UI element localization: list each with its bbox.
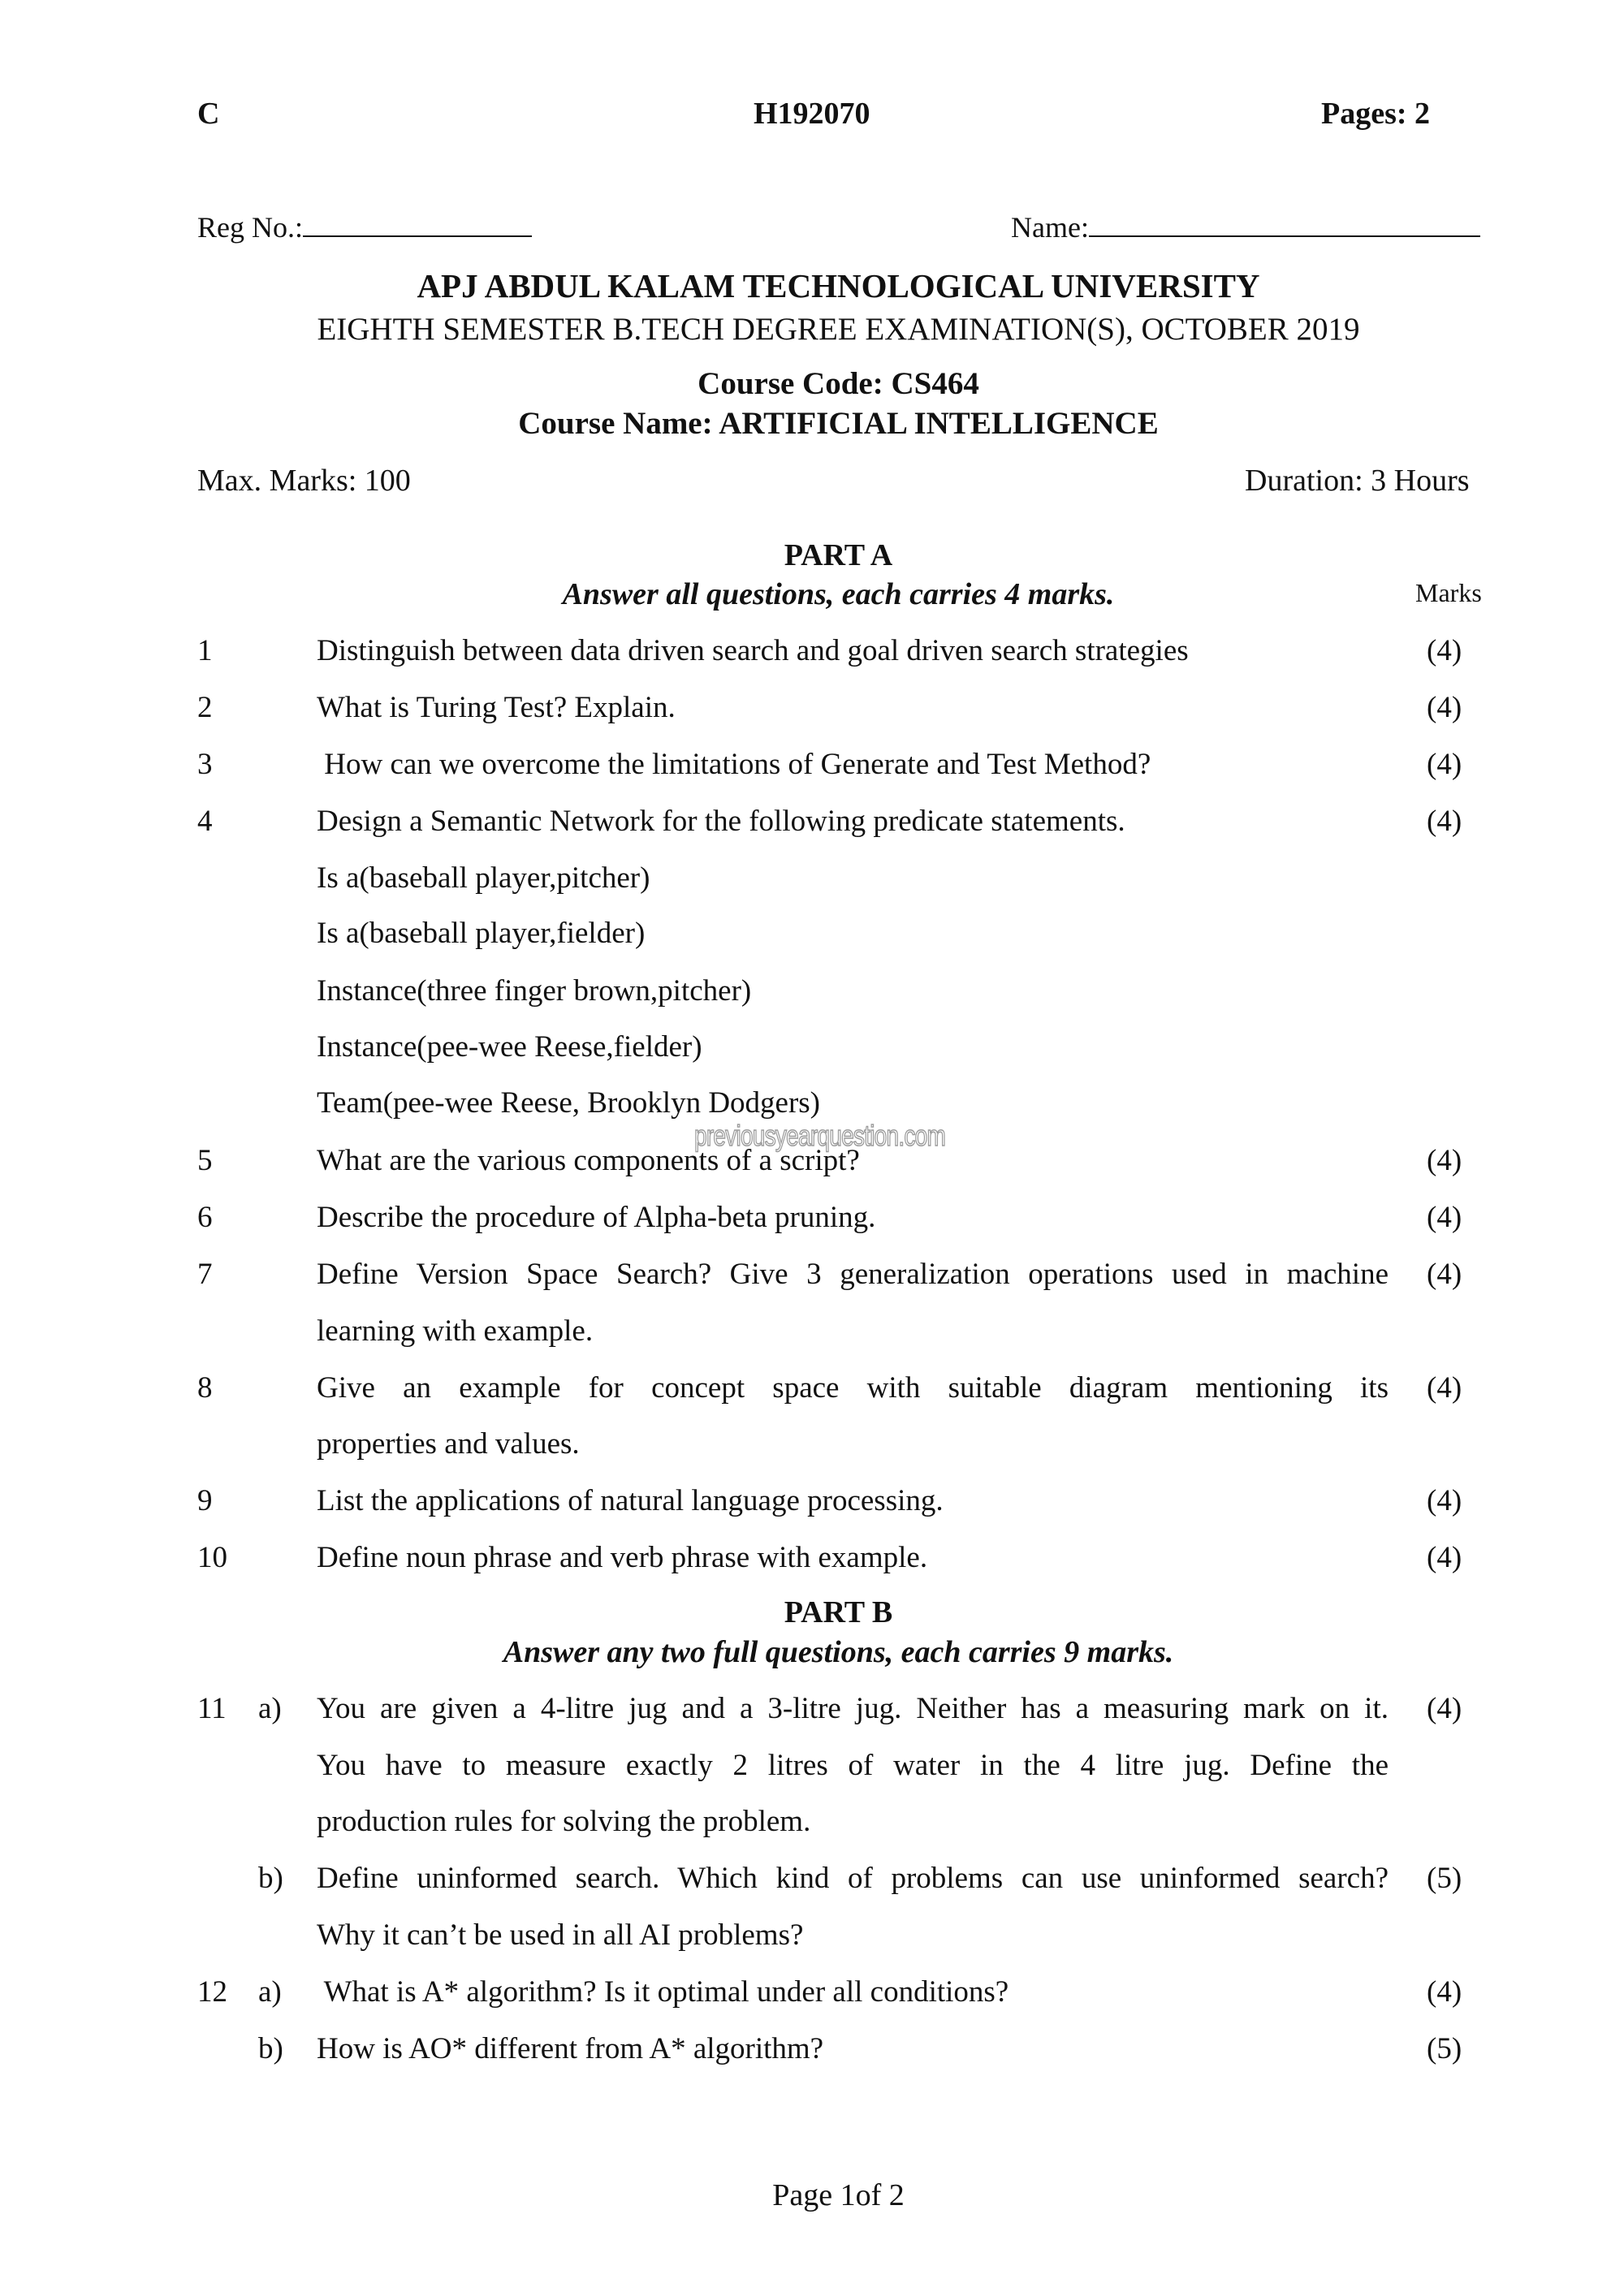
question-marks: (4) — [1427, 691, 1462, 724]
question-text: Design a Semantic Network for the following predicate statements. — [317, 805, 1125, 838]
question-number: 7 — [197, 1258, 213, 1291]
question-text: You are given a 4-litre jug and a 3-litre jug. Neither has a measuring mark on it. — [317, 1692, 1389, 1725]
question-number: 1 — [197, 634, 213, 667]
question-text: Define Version Space Search? Give 3 generalization operations used in machine — [317, 1258, 1389, 1291]
question-text-continued: You have to measure exactly 2 litres of water in the 4 litre jug. Define the — [317, 1749, 1389, 1782]
page-count: Pages: 2 — [1321, 97, 1431, 131]
predicate-line: Instance(three finger brown,pitcher) — [317, 974, 752, 1008]
question-marks: (4) — [1427, 1201, 1462, 1234]
name-blank — [1089, 209, 1480, 237]
university-title: APJ ABDUL KALAM TECHNOLOGICAL UNIVERSITY — [417, 267, 1260, 304]
question-text-continued: Why it can’t be used in all AI problems? — [317, 1918, 804, 1952]
predicate-line: Team(pee-wee Reese, Brooklyn Dodgers) — [317, 1086, 821, 1120]
question-number: 9 — [197, 1484, 213, 1517]
question-number: 6 — [197, 1201, 213, 1234]
max-marks: Max. Marks: 100 — [197, 464, 411, 498]
paper-series: C — [197, 97, 220, 131]
part-b-heading: PART B — [784, 1595, 893, 1629]
question-marks: (4) — [1427, 1484, 1462, 1517]
question-text: What is A* algorithm? Is it optimal under all conditions? — [317, 1975, 1009, 2009]
question-text: List the applications of natural language processing. — [317, 1484, 944, 1517]
question-text-continued: properties and values. — [317, 1427, 580, 1461]
predicate-line: Instance(pee-wee Reese,fielder) — [317, 1030, 702, 1064]
question-marks: (4) — [1427, 748, 1462, 781]
paper-code: H192070 — [754, 97, 870, 131]
question-number: 11 — [197, 1692, 227, 1725]
question-text: Define noun phrase and verb phrase with example. — [317, 1541, 928, 1574]
question-marks: (4) — [1427, 1371, 1462, 1405]
question-marks: (4) — [1427, 805, 1462, 838]
question-text: How can we overcome the limitations of Generate and Test Method? — [317, 748, 1151, 781]
question-text: What is Turing Test? Explain. — [317, 691, 676, 724]
course-name: Course Name: ARTIFICIAL INTELLIGENCE — [518, 406, 1159, 441]
question-number: 5 — [197, 1144, 213, 1177]
part-b-instruction: Answer any two full questions, each carries 9 marks. — [503, 1635, 1174, 1669]
duration: Duration: 3 Hours — [1245, 464, 1470, 498]
question-marks: (4) — [1427, 1692, 1462, 1725]
question-number: 12 — [197, 1975, 227, 2009]
question-number: 4 — [197, 805, 213, 838]
question-text-continued: learning with example. — [317, 1314, 594, 1348]
question-marks: (5) — [1427, 1862, 1462, 1895]
question-text-continued: production rules for solving the problem. — [317, 1805, 811, 1838]
question-marks: (4) — [1427, 1975, 1462, 2009]
question-text: Give an example for concept space with suitable diagram mentioning its — [317, 1371, 1389, 1405]
sub-question-label: a) — [258, 1692, 282, 1725]
exam-title: EIGHTH SEMESTER B.TECH DEGREE EXAMINATION(S), OCTOBER 2019 — [317, 312, 1360, 347]
reg-no-field — [197, 209, 532, 244]
question-marks: (4) — [1427, 1541, 1462, 1574]
sub-question-label: b) — [258, 1862, 283, 1895]
question-text: How is AO* different from A* algorithm? — [317, 2032, 824, 2065]
watermark-logo: previousyearquestion.com — [694, 1119, 946, 1152]
question-number: 3 — [197, 748, 213, 781]
part-a-instruction: Answer all questions, each carries 4 marks. — [562, 577, 1115, 611]
marks-column-label: Marks — [1415, 578, 1482, 607]
question-number: 2 — [197, 691, 213, 724]
question-text: Define uninformed search. Which kind of problems can use uninformed search? — [317, 1862, 1389, 1895]
sub-question-label: b) — [258, 2032, 283, 2065]
name-field — [1011, 209, 1480, 244]
question-text: Describe the procedure of Alpha-beta pruning. — [317, 1201, 876, 1234]
question-number: 10 — [197, 1541, 227, 1574]
part-a-heading: PART A — [784, 538, 893, 572]
question-marks: (4) — [1427, 1144, 1462, 1177]
page-footer: Page 1of 2 — [772, 2178, 905, 2212]
question-marks: (4) — [1427, 634, 1462, 667]
sub-question-label: a) — [258, 1975, 282, 2009]
question-marks: (4) — [1427, 1258, 1462, 1291]
name-label: Name: — [1011, 211, 1089, 244]
question-marks: (5) — [1427, 2032, 1462, 2065]
predicate-line: Is a(baseball player,fielder) — [317, 917, 646, 950]
course-code: Course Code: CS464 — [698, 366, 979, 401]
reg-no-blank — [303, 209, 532, 237]
question-number: 8 — [197, 1371, 213, 1405]
question-text: What are the various components of a script? — [317, 1144, 860, 1177]
question-text: Distinguish between data driven search and goal driven search strategies — [317, 634, 1189, 667]
reg-no-label: Reg No.: — [197, 211, 303, 244]
predicate-line: Is a(baseball player,pitcher) — [317, 861, 650, 895]
